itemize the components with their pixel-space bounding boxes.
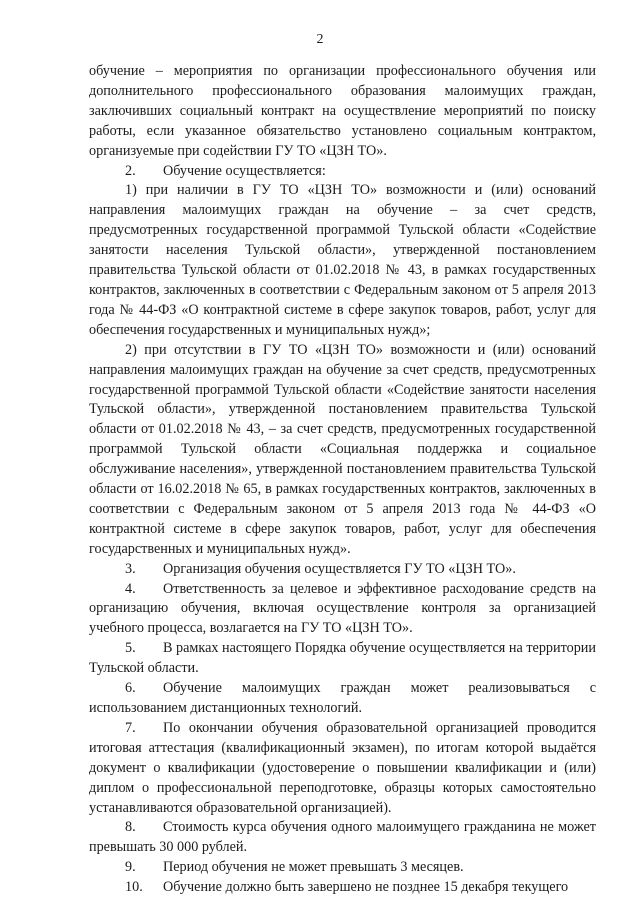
item-text: В рамках настоящего Порядка обучение осуществляется на территории Тульской области. bbox=[89, 640, 596, 677]
item-text: Период обучения не может превышать 3 месяцев. bbox=[163, 859, 464, 876]
list-item-5 bbox=[89, 639, 596, 679]
item-number: 8. bbox=[125, 819, 136, 836]
subitem-2: 2) при отсутствии в ГУ ТО «ЦЗН ТО» возможности и (или) оснований направления малоимущих граждан на обучение за счет средств, предусмотренных государственной программой Тульской области «Содействие занятости населения Тульской области», утвержденной постановлением правительства Тульской области от 01.02.2018 № 43, – за счет средств, предусмотренных государственной программой Тульской области «Социальная поддержка и социальное обслуживание населения», утвержденной постановлением правительства Тульской области от 16.02.2018 № 65, в рамках государственных контрактов, заключенных в соответствии с Федеральным законом от 5 апреля 2013 года № 44-ФЗ «О контрактной системе в сфере закупок товаров, работ, услуг для обеспечения государственных и муниципальных нужд». bbox=[89, 341, 596, 557]
item-number: 10. bbox=[125, 879, 143, 896]
item-number: 5. bbox=[125, 640, 136, 657]
item-number: 6. bbox=[125, 680, 136, 697]
list-item-7 bbox=[89, 719, 596, 819]
list-item-3 bbox=[89, 560, 596, 580]
item-text: Обучение осуществляется: bbox=[163, 162, 326, 179]
item-number: 7. bbox=[125, 719, 136, 736]
list-item-10 bbox=[89, 878, 596, 898]
item-number: 9. bbox=[125, 859, 136, 876]
page-number: 2 bbox=[316, 32, 324, 47]
list-item-8 bbox=[89, 818, 596, 858]
intro-paragraph: обучение – мероприятия по организации профессионального обучения или дополнительного профессионального образования малоимущих граждан, заключивших социальный контракт на осуществление мероприятий по поиску работы, если указанное обязательство установлено социальным контрактом, организуемые при содействии ГУ ТО «ЦЗН ТО». bbox=[89, 63, 596, 159]
list-item-6 bbox=[89, 679, 596, 719]
list-item-2 bbox=[89, 162, 596, 182]
item-number: 2. bbox=[125, 162, 136, 179]
item-text: Организация обучения осуществляется ГУ ТО «ЦЗН ТО». bbox=[163, 560, 516, 577]
item-number: 4. bbox=[125, 580, 136, 597]
item-number: 3. bbox=[125, 560, 136, 577]
document-body bbox=[89, 62, 596, 898]
item-text: Ответственность за целевое и эффективное расходование средств на организацию обучения, включая осуществление контроля за организацией учебного процесса, возлагается на ГУ ТО «ЦЗН ТО». bbox=[89, 580, 596, 637]
subitem-1: 1) при наличии в ГУ ТО «ЦЗН ТО» возможности и (или) оснований направления малоимущих граждан на обучение – за счет средств, предусмотренных государственной программой Тульской области «Содействие занятости населения Тульской области», утвержденной постановлением правительства Тульской области от 01.02.2018 № 43, в рамках государственных контрактов, заключенных в соответствии с Федеральным законом от 5 апреля 2013 года № 44-ФЗ «О контрактной системе в сфере закупок товаров, работ, услуг для обеспечения государственных и муниципальных нужд»; bbox=[89, 182, 596, 338]
list-item-4 bbox=[89, 580, 596, 640]
item-text: Стоимость курса обучения одного малоимущего гражданина не может превышать 30 000 рублей. bbox=[89, 819, 596, 856]
list-item-9 bbox=[89, 858, 596, 878]
item-text: Обучение должно быть завершено не позднее 15 декабря текущего bbox=[163, 879, 569, 896]
item-text: Обучение малоимущих граждан может реализовываться с использованием дистанционных технологий. bbox=[89, 680, 596, 716]
item-text: По окончании обучения образовательной организацией проводится итоговая аттестация (квалификационный экзамен), по итогам которой выдаётся документ о квалификации (удостоверение о повышении квалификации и (или) диплом о профессиональной переподготовке, образцы которых самостоятельно устанавливаются образовательной организацией). bbox=[89, 719, 596, 816]
